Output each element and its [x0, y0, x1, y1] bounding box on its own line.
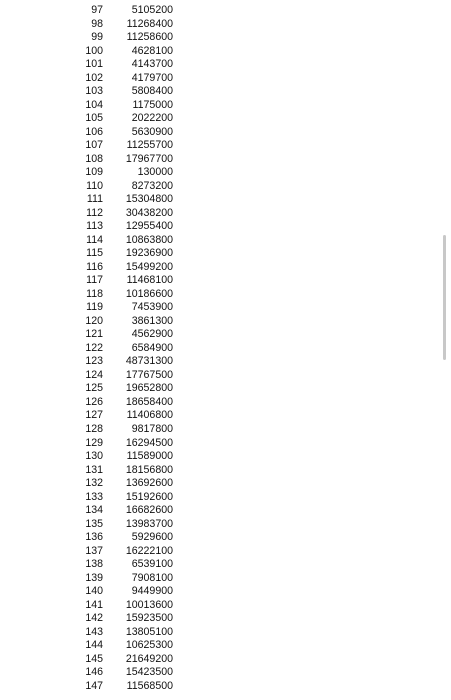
row-index: 140: [85, 585, 103, 598]
row-value: 15423500: [125, 666, 173, 679]
row-index: 144: [85, 639, 103, 652]
row-value: 11258600: [126, 31, 173, 44]
row-index: 138: [85, 558, 103, 571]
row-index: 124: [85, 368, 103, 381]
table-row: [78, 180, 178, 194]
row-index: 129: [85, 436, 103, 449]
row-value: 15499200: [125, 260, 173, 273]
row-value: 130000: [137, 166, 173, 179]
table-row: [78, 545, 178, 559]
table-row: [78, 328, 178, 342]
table-row: [78, 450, 178, 464]
table-row: [78, 491, 178, 505]
row-index: 141: [85, 598, 103, 611]
row-value: 16294500: [125, 436, 173, 449]
table-row: [78, 261, 178, 275]
table-row: [78, 666, 178, 680]
row-value: 4143700: [131, 58, 173, 71]
table-row: [78, 274, 178, 288]
table-row: [78, 126, 178, 140]
row-index: 125: [85, 382, 103, 395]
row-value: 18658400: [125, 395, 173, 408]
table-row: [78, 166, 178, 180]
row-value: 1175000: [132, 98, 173, 111]
row-index: 126: [85, 395, 103, 408]
row-value: 13983700: [125, 517, 173, 530]
row-value: 11568500: [126, 679, 173, 692]
row-value: 9817800: [131, 422, 173, 435]
row-index: 123: [85, 355, 103, 368]
row-index: 113: [86, 220, 103, 233]
row-index: 107: [85, 139, 103, 152]
table-row: [78, 369, 178, 383]
row-index: 143: [85, 625, 103, 638]
data-table: [78, 4, 178, 693]
table-row: [78, 139, 178, 153]
row-value: 10013600: [125, 598, 173, 611]
table-row: [78, 653, 178, 667]
row-index: 117: [86, 274, 103, 287]
table-row: [78, 437, 178, 451]
row-value: 48731300: [125, 355, 173, 368]
row-value: 4562900: [131, 328, 173, 341]
table-row: [78, 18, 178, 32]
row-value: 18156800: [125, 463, 173, 476]
table-row: [78, 193, 178, 207]
row-index: 136: [85, 531, 103, 544]
table-row: [78, 112, 178, 126]
row-value: 17767500: [125, 368, 173, 381]
table-row: [78, 355, 178, 369]
table-row: [78, 315, 178, 329]
row-value: 15304800: [125, 193, 173, 206]
table-row: [78, 639, 178, 653]
row-value: 3861300: [131, 314, 173, 327]
row-value: 5929600: [131, 531, 173, 544]
row-value: 4628100: [131, 44, 173, 57]
table-row: [78, 531, 178, 545]
table-row: [78, 585, 178, 599]
table-row: [78, 558, 178, 572]
row-index: 128: [85, 422, 103, 435]
row-value: 6539100: [131, 558, 173, 571]
row-value: 7908100: [131, 571, 173, 584]
row-value: 8273200: [131, 179, 173, 192]
row-value: 16222100: [125, 544, 173, 557]
row-value: 10186600: [125, 287, 173, 300]
row-value: 12955400: [125, 220, 173, 233]
row-value: 6584900: [131, 341, 173, 354]
table-row: [78, 518, 178, 532]
row-value: 5630900: [131, 125, 173, 138]
row-index: 146: [85, 666, 103, 679]
row-index: 115: [86, 247, 103, 260]
table-row: [78, 4, 178, 18]
table-row: [78, 464, 178, 478]
row-value: 9449900: [131, 585, 173, 598]
vertical-scrollbar[interactable]: [443, 235, 446, 360]
row-index: 109: [85, 166, 103, 179]
row-index: 97: [91, 4, 103, 16]
row-value: 11255700: [126, 139, 173, 152]
table-row: [78, 612, 178, 626]
row-index: 99: [91, 31, 103, 44]
row-index: 116: [86, 260, 103, 273]
row-index: 105: [85, 112, 103, 125]
row-index: 122: [85, 341, 103, 354]
row-index: 121: [85, 328, 103, 341]
table-row: [78, 382, 178, 396]
table-row: [78, 599, 178, 613]
row-index: 127: [85, 409, 103, 422]
row-value: 19236900: [125, 247, 173, 260]
row-value: 19652800: [125, 382, 173, 395]
table-row: [78, 396, 178, 410]
table-row: [78, 301, 178, 315]
row-value: 5105200: [131, 4, 173, 16]
table-row: [78, 409, 178, 423]
row-value: 15923500: [125, 612, 173, 625]
row-index: 101: [85, 58, 103, 71]
row-index: 106: [85, 125, 103, 138]
table-row: [78, 234, 178, 248]
row-index: 98: [91, 17, 103, 30]
row-value: 5808400: [131, 85, 173, 98]
row-index: 103: [85, 85, 103, 98]
row-index: 102: [85, 71, 103, 84]
row-index: 130: [85, 450, 103, 463]
table-row: [78, 99, 178, 113]
row-value: 13805100: [125, 625, 173, 638]
row-value: 7453900: [131, 301, 173, 314]
row-index: 142: [85, 612, 103, 625]
row-index: 134: [85, 504, 103, 517]
table-row: [78, 247, 178, 261]
table-row: [78, 45, 178, 59]
row-index: 145: [85, 652, 103, 665]
row-value: 4179700: [131, 71, 173, 84]
row-index: 108: [85, 152, 103, 165]
row-index: 100: [85, 44, 103, 57]
row-index: 131: [85, 463, 103, 476]
row-value: 30438200: [125, 206, 173, 219]
table-row: [78, 288, 178, 302]
row-value: 15192600: [125, 490, 173, 503]
table-row: [78, 572, 178, 586]
table-row: [78, 72, 178, 86]
row-index: 137: [85, 544, 103, 557]
table-row: [78, 423, 178, 437]
table-row: [78, 477, 178, 491]
row-index: 114: [86, 233, 103, 246]
table-row: [78, 680, 178, 694]
row-index: 147: [85, 679, 103, 692]
row-value: 11589000: [126, 450, 173, 463]
table-row: [78, 220, 178, 234]
row-value: 11406800: [126, 409, 173, 422]
row-value: 16682600: [125, 504, 173, 517]
table-row: [78, 342, 178, 356]
row-index: 111: [86, 193, 103, 206]
row-value: 11268400: [126, 17, 173, 30]
row-index: 110: [86, 179, 103, 192]
row-value: 10863800: [125, 233, 173, 246]
row-index: 112: [86, 206, 103, 219]
table-row: [78, 207, 178, 221]
table-row: [78, 626, 178, 640]
table-row: [78, 85, 178, 99]
row-index: 104: [85, 98, 103, 111]
row-index: 135: [85, 517, 103, 530]
row-index: 120: [85, 314, 103, 327]
row-value: 2022200: [131, 112, 173, 125]
row-value: 17967700: [125, 152, 173, 165]
table-row: [78, 153, 178, 167]
row-index: 118: [86, 287, 103, 300]
table-row: [78, 31, 178, 45]
row-index: 139: [85, 571, 103, 584]
table-row: [78, 504, 178, 518]
row-index: 119: [86, 301, 103, 314]
row-index: 133: [85, 490, 103, 503]
row-value: 11468100: [126, 274, 173, 287]
row-value: 13692600: [125, 477, 173, 490]
row-value: 21649200: [125, 652, 173, 665]
row-index: 132: [85, 477, 103, 490]
row-value: 10625300: [125, 639, 173, 652]
table-row: [78, 58, 178, 72]
